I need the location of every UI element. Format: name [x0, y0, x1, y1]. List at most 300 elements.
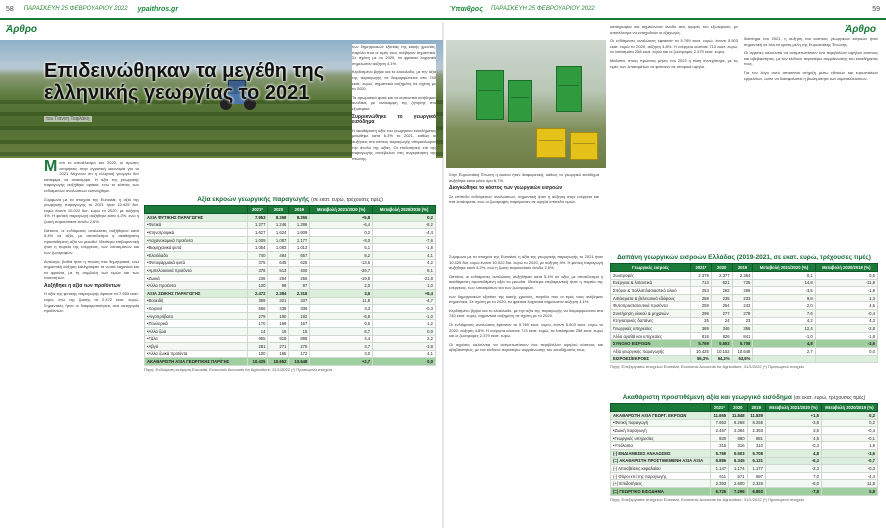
table-cell: 1,9 — [821, 442, 877, 450]
table-cell: 2.384 — [268, 289, 289, 297]
table-cell: 4,8 — [753, 340, 815, 348]
table-cell: 4,5 — [815, 302, 877, 310]
row-label: Λιπάσματα & βελτιωτικά εδάφους — [611, 294, 691, 302]
crates-photo — [446, 40, 606, 168]
table-cell: 1,2 — [373, 320, 436, 328]
table-header-cell: Γεωργικές εισροές — [611, 264, 691, 272]
table-cell: -4,4 — [821, 472, 877, 480]
row-label: •Φυτικά — [145, 221, 248, 229]
table-cell: -0,4 — [821, 427, 877, 435]
table-cell: 10.425 — [247, 358, 268, 366]
table-row — [145, 221, 436, 229]
table-row — [611, 272, 878, 280]
table-cell: 279 — [247, 312, 268, 320]
table-cell: 243 — [732, 302, 753, 310]
table-cell: 597 — [747, 472, 765, 480]
table-row — [611, 457, 878, 465]
paragraph: Σύμφωνα με τα στοιχεία της Eurostat, η αξία της γεωργικής παραγωγής το 2021 ήταν 10.425 δισ. ευρώ έναντι 10.022 δισ. ευρώ το 2020, με αύξηση 4%. Η φυτική παραγωγή αυξήθηκε κατά 4,2%, ενώ η ζωική παρουσίασε άνοδο 2,6%. — [449, 254, 603, 271]
table-cell: 1.013 — [289, 244, 310, 252]
table-cell: 3,3 — [310, 305, 373, 313]
table-cell: 235 — [711, 294, 732, 302]
table-cell: 8.255 — [747, 419, 765, 427]
table-cell: 4,8 — [765, 449, 821, 457]
table-cell: -1,0 — [373, 312, 436, 320]
table-row — [611, 472, 878, 480]
row-label: •Άλλα ζωικά προϊόντα — [145, 350, 248, 358]
table-header-cell: Μεταβολή 2021/2020 (%) — [765, 404, 821, 412]
table-row — [611, 355, 878, 363]
table-cell: 97 — [289, 282, 310, 290]
table-cell: 2.379 — [691, 272, 712, 280]
table-source: Πηγή: Επεξεργασία στοιχείων Eurostat, Economic Accounts for Agriculture, 31/1/2022 (*) Προσωρινά στοιχεία — [610, 496, 804, 502]
table-header-cell: Μεταβολή 2020/2019 (%) — [815, 264, 877, 272]
table-cell: 626 — [289, 259, 310, 267]
table-row — [611, 340, 878, 348]
table-header-cell: 2021* — [710, 404, 728, 412]
table-header-cell — [145, 206, 248, 214]
row-label: •Υπόλοιπα — [611, 442, 711, 450]
row-label: Φυτοπροστατευτικά προϊόντα — [611, 302, 691, 310]
table-cell: 10.648 — [732, 347, 753, 355]
table-row — [145, 320, 436, 328]
table-cell: 7.953 — [710, 419, 728, 427]
table-cell: 2,0 — [753, 302, 815, 310]
table-cell: 1.174 — [729, 465, 747, 473]
table-cell: 15 — [289, 327, 310, 335]
row-label: Ζωοτροφές — [611, 272, 691, 280]
table-cell: -0,3 — [373, 305, 436, 313]
table-cell: 2.318 — [289, 289, 310, 297]
table-cell: 8,1 — [373, 267, 436, 275]
table-cell: 571 — [729, 472, 747, 480]
table-cell: 5.708 — [732, 340, 753, 348]
row-label: Κτηνιατρικές δαπάνες — [611, 317, 691, 325]
table-cell: 10.152 — [711, 347, 732, 355]
table-cell: 2.393 — [710, 480, 728, 488]
table-cell: 54,2% — [711, 355, 732, 363]
subheading: Διογκώθηκε το κόστος των γεωργικών εισροών — [449, 185, 563, 192]
paragraph: Τα αρωματικά φυτά και τα κηπευτικά κινήθηκαν ανοδικά, με ανάκαμψη της ζήτησης στο εξωτερικό. — [352, 94, 436, 111]
table-row — [145, 274, 436, 282]
table-cell: 4,5 — [765, 434, 821, 442]
table-cell: 1.246 — [268, 221, 289, 229]
paragraph: Η ακαθάριστη αξία του γεωργικού εισοδήματος μειώθηκε κατά 6,3% το 2021, καθώς οι αυξήσεις στο κόστος παραγωγής υπερκάλυψαν την άνοδο της αξίας. Οι επιδοτήσεις επί της παραγωγής συνέβαλαν στη συγκράτηση της πτώσης. — [352, 127, 436, 161]
table-header-cell: 2019 — [289, 206, 310, 214]
table-cell: 713 — [691, 279, 712, 287]
table-cell: -11,8 — [815, 279, 877, 287]
table-cell: 1.054 — [247, 244, 268, 252]
table-cell: 1,0 — [373, 282, 436, 290]
table-row — [145, 350, 436, 358]
right-page-header — [443, 0, 886, 20]
paragraph: των δημητριακών εξαιτίας της κακής χρονιάς, παρόλο που οι τιμές τους ανέβηκαν σημαντικά. Σε σχέση με το 2020, τα φρέσκα λαχανικά σημείωσαν αύξηση 4,1%. — [352, 44, 436, 66]
table-cell: 253 — [691, 287, 712, 295]
subheading: Αυξήθηκε η αξία των προϊόντων — [44, 282, 121, 289]
row-label: •Φυτική παραγωγή — [611, 419, 711, 427]
table-row — [145, 343, 436, 351]
table-row — [145, 327, 436, 335]
table-cell: 4,1 — [373, 251, 436, 259]
table-cell: 10.648 — [289, 358, 310, 366]
table-cell: 165 — [268, 350, 289, 358]
table-header-cell: Μεταβολή 2020/2019 (%) — [821, 404, 877, 412]
row-label: (+) Επιδοτήσεις — [611, 480, 711, 488]
table-row — [145, 297, 436, 305]
row-label: •Ζωική παραγωγή — [611, 427, 711, 435]
table-cell: 1.087 — [268, 236, 289, 244]
table-cell: -0,7 — [821, 457, 877, 465]
left-page-number: 58 — [6, 5, 14, 13]
table-cell: -3,8 — [765, 419, 821, 427]
paragraph: Κερδισμένο βγήκε και το ελαιόλαδο, με την αξία της παραγωγής να διαμορφώνεται στα 740 εκατ. ευρώ, σημαντικά αυξημένη σε σχέση με το 2020. — [449, 307, 603, 319]
table-row — [611, 480, 878, 488]
table-row — [611, 465, 878, 473]
row-label: •Φυτοφαρμακά φυτά — [145, 259, 248, 267]
row-label: (=) ΑΚΑΘΑΡΙΣΤΗ ΠΡΟΣΤΙΘΕΜΕΝΗ ΑΞΙΑ ΑΞΙΑ — [611, 457, 711, 465]
table-cell: 0,2 — [310, 229, 373, 237]
row-label: •Αβγά — [145, 343, 248, 351]
table-cell: 336 — [289, 305, 310, 313]
table-title: Δαπάνη γεωργικών εισροών Ελλάδας (2019-2021, σε εκατ. ευρώ, τρέχουσες τιμές) — [617, 254, 871, 261]
table-cell: 513 — [268, 267, 289, 275]
table-row — [145, 229, 436, 237]
table-header-cell: 2021* — [247, 206, 268, 214]
table-row — [611, 302, 878, 310]
table-cell: 1.083 — [268, 244, 289, 252]
paragraph: Ανάλογα, βαθιά ήταν η πτώση στα δημητριακά, ενώ σημαντική αύξηση κατέγραψαν τα νωπά λαχανικά και τα φρούτα, με τη συμβολή των τιμών και των ποσοτήτων. — [44, 258, 139, 281]
table-cell: 169 — [268, 320, 289, 328]
table-row — [611, 332, 878, 340]
table-cell: 0,2 — [821, 419, 877, 427]
paragraph: Κερδισμένο βγήκε και το ελαιόλαδο, με την αξία της παραγωγής να διαμορφώνεται στα 740 εκατ. ευρώ, σημαντικά αυξημένη σε σχέση με το 2020. — [352, 69, 436, 92]
table-row — [611, 347, 878, 355]
table-row — [611, 309, 878, 317]
table-cell: -8,0 — [765, 480, 821, 488]
table-cell: -0,1 — [821, 434, 877, 442]
row-label: ΑΞΙΑ ΖΩΙΚΗΣ ΠΑΡΑΓΩΓΗΣ — [145, 289, 248, 297]
table-row — [145, 312, 436, 320]
table-cell: 826 — [711, 332, 732, 340]
table-cell: 8.255 — [289, 214, 310, 222]
table-row — [611, 427, 878, 435]
table-cell: 5.503 — [711, 340, 732, 348]
table-cell: 4,3 — [815, 317, 877, 325]
table-title: Αξία εκροών γεωργικής παραγωγής (σε εκατ. ευρώ, τρέχουσες τιμές) — [197, 196, 383, 203]
table-cell: 15 — [268, 327, 289, 335]
row-label: •Βοοειδή — [145, 297, 248, 305]
right-brand-logo: Ύπαιθρος — [449, 5, 483, 13]
table-row — [145, 244, 436, 252]
paragraph: Σε επίπεδο ενδιάμεσων αναλώσεων, σημαντική ήταν η αύξηση στην ενέργεια και στα λιπάσματα, ενώ οι ζωοτροφές παρέμειναν σε υψηλά επίπεδα τιμών. — [449, 193, 599, 205]
table-cell: 389 — [691, 325, 712, 333]
table-cell: 25 — [691, 317, 712, 325]
table-cell: 1.177 — [289, 236, 310, 244]
table-cell: -13,6 — [310, 259, 373, 267]
paragraph: Ωστόσο, οι ενδιάμεσες αναλώσεις αυξήθηκαν κατά 5,4% σε αξία, με αποτέλεσμα η ακαθάριστη προστιθέμενη αξία να μειωθεί. Ιδιαίτερα επιβαρυντική ήταν η πορεία της ενέργειας, των λιπασμάτων και των ζωοτροφών. — [44, 227, 139, 255]
paragraph: Σύμφωνα με τα στοιχεία της Eurostat, η αξία της γεωργικής παραγωγής το 2021 ήταν 10.425 δισ. ευρώ έναντι 10.022 δισ. ευρώ το 2020, με αύξηση 4%. Η φυτική παραγωγή αυξήθηκε κατά 4,2%, ενώ η ζωική παρουσίασε άνοδο 2,6%. — [44, 196, 139, 224]
row-label: •Κτηνοτροφικά — [145, 229, 248, 237]
table-cell: 8.268 — [268, 214, 289, 222]
table-row — [145, 335, 436, 343]
table-input-costs — [610, 254, 878, 369]
table-cell: -3,5 — [753, 287, 815, 295]
left-page-date: ΠΑΡΑΣΚΕΥΗ 25 ΦΕΒΡΟΥΑΡΙΟΥ 2022 — [23, 6, 128, 12]
table-row — [145, 236, 436, 244]
table-cell: 7.296 — [729, 487, 747, 495]
paragraph: ετά το αποτέλεσμα του 2020, οι πρώτες εκτιμήσεις στην αγροτική οικονομία για το 2021 δείχνουν ότι η ελληνική γεωργία δεν κατάφερε να ανακάμψει. Η αξία της γεωργικής παραγωγής αυξήθηκε οριακά, ενώ το κόστος των ενδιάμεσων αναλώσεων εκτινάχθηκε. — [44, 160, 139, 193]
table-cell: +2,7 — [310, 358, 373, 366]
table-source: Πηγή: Ενδιάμεση εκτίμηση Eurostat, Economic Accounts for Agriculture, 31/1/2022 (*) Προσωρινά στοιχεία — [144, 366, 333, 372]
drop-cap: Μ — [44, 160, 58, 175]
table-cell: -6,8 — [310, 312, 373, 320]
paragraph: διάστημα του 2021, η αύξηση του κόστους γεωργικών εισροών ήταν σημαντική σε όλα τα κράτη μέλη της Ευρωπαϊκής Ένωσης. — [744, 36, 878, 47]
table-cell: -1,9 — [815, 287, 877, 295]
row-label: ΑΚΑΘΑΡΙΣΤΗ ΑΞΙΑ ΓΕΩΡΓΙΚΗΣ ΠΑΡ/ΓΗΣ — [145, 358, 248, 366]
table-title: Ακαθάριστη προστιθέμενη αξία και γεωργικό εισόδημα (σε εκατ. ευρώ, τρέχουσες τιμές) — [622, 394, 866, 401]
table-cell: -6,3 — [765, 457, 821, 465]
table-row — [145, 251, 436, 259]
paragraph: Ωστόσο, οι ενδιάμεσες αναλώσεις αυξήθηκαν κατά 5,4% σε αξία, με αποτέλεσμα η ακαθάριστη προστιθέμενη αξία να μειωθεί. Ιδιαίτερα επιβαρυντική ήταν η πορεία της ενέργειας, των λιπασμάτων και των ζωοτροφών. — [449, 273, 603, 290]
table-cell: 3,0 — [310, 350, 373, 358]
table-cell: 254 — [711, 302, 732, 310]
table-row — [611, 434, 878, 442]
table-cell: 23 — [732, 317, 753, 325]
table-cell: 2.377 — [711, 272, 732, 280]
row-label: (-) Φόροι επί της παραγωγής — [611, 472, 711, 480]
table-cell — [753, 355, 815, 363]
table-cell: 53,6% — [732, 355, 753, 363]
table-cell: -0,4 — [815, 309, 877, 317]
table-cell: -4,7 — [373, 297, 436, 305]
table-cell: 2.326 — [747, 480, 765, 488]
table-cell: 881 — [747, 434, 765, 442]
table-row — [611, 449, 878, 457]
table-cell: 277 — [711, 309, 732, 317]
table-cell: 356 — [732, 325, 753, 333]
table-source: Πηγή: Επεξεργασία στοιχείων Eurostat, Economic Accounts for Agriculture, 31/1/2022 (*) Προσωρινά στοιχεία — [610, 364, 804, 370]
table-cell: -3,6 — [815, 340, 877, 348]
paragraph: Για τον λόγο αυτό απαιτείται στήριξη μέσω εθνικών και ευρωπαϊκών εργαλείων, ώστε να διασφαλιστεί η βιωσιμότητα των εκμεταλλεύσεων. — [744, 69, 878, 81]
article-column-4 — [610, 24, 738, 250]
table-cell: 170 — [247, 320, 268, 328]
table-cell: 321 — [268, 297, 289, 305]
table-cell: 2.393 — [747, 427, 765, 435]
table-cell: 621 — [711, 279, 732, 287]
table-cell: 315 — [710, 442, 728, 450]
table-gross-value-added-income — [610, 394, 878, 502]
table-cell: 100 — [247, 350, 268, 358]
table-cell: 55,3% — [691, 355, 712, 363]
paragraph: Οι ενδιάμεσες αναλώσεις έφτασαν τα 5.769 εκατ. ευρώ, έναντι 5.503 εκατ. ευρώ το 2020, αύξηση 4,8%. Η ενέργεια κόστισε 713 εκατ. ευρώ, τα λιπάσματα 258 εκατ. ευρώ και οι ζωοτροφές 2.379 εκατ. ευρώ. — [610, 38, 738, 55]
table-cell: 259 — [691, 302, 712, 310]
table-cell: 955 — [247, 335, 268, 343]
table-row — [611, 287, 878, 295]
table-cell: 5.503 — [729, 449, 747, 457]
table-cell: -1,8 — [815, 332, 877, 340]
table-cell: 0,0 — [815, 347, 877, 355]
table-cell: 192 — [289, 312, 310, 320]
row-label: •Λαχανοκομικά προϊόντα — [145, 236, 248, 244]
table-cell: 1.609 — [289, 229, 310, 237]
table-cell: 11,8 — [310, 297, 373, 305]
left-section-label: Άρθρο — [6, 24, 38, 35]
table-cell: 400 — [289, 267, 310, 275]
table-cell: -26,7 — [310, 267, 373, 275]
table-cell: 5.769 — [691, 340, 712, 348]
table-row — [611, 442, 878, 450]
table-cell: 740 — [247, 251, 268, 259]
table-cell: 5.769 — [710, 449, 728, 457]
table-header-cell: 2020 — [729, 404, 747, 412]
table-cell: 4,1 — [373, 350, 436, 358]
table-cell: 1.624 — [268, 229, 289, 237]
left-brand-logo: ypaithros.gr — [137, 5, 179, 13]
table-cell: 278 — [732, 309, 753, 317]
row-label: ΑΚΑΘΑΡΙΣΤΗ ΑΞΙΑ ΓΕΩΡΓ. ΕΚΡΟΩΝ — [611, 412, 711, 420]
paragraph: κατάγραψαν και σημειώνουν άνοδο στις αγορές του εξωτερικού, με αποτέλεσμα να ενισχυθούν οι εξαγωγές. — [610, 24, 738, 35]
table-cell: 725 — [732, 279, 753, 287]
table-cell: 2,0 — [310, 282, 373, 290]
table-cell: 337 — [289, 297, 310, 305]
table-cell: 6.345 — [729, 457, 747, 465]
row-label: •Αιγοπρόβατα — [145, 312, 248, 320]
table-cell: 258 — [691, 294, 712, 302]
row-label: •Πουλερικά — [145, 320, 248, 328]
right-page-date: ΠΑΡΑΣΚΕΥΗ 25 ΦΕΒΡΟΥΑΡΙΟΥ 2022 — [490, 6, 595, 12]
table-cell: -2,3 — [765, 465, 821, 473]
table-cell: -0,3 — [765, 442, 821, 450]
table-row — [611, 294, 878, 302]
table-cell: 2.364 — [732, 272, 753, 280]
table-cell: +8,4 — [373, 289, 436, 297]
table-cell: -1,0 — [753, 332, 815, 340]
table-header-cell: Μεταβολή 2020/2019 (%) — [373, 206, 436, 214]
row-label: ΕΙΣΡΟΕΣ/ΕΚΡΟΕΣ — [611, 355, 691, 363]
table-cell: -3,6 — [821, 449, 877, 457]
table-cell: 262 — [711, 287, 732, 295]
paragraph: Στην Ευρωπαϊκή Ένωση η εικόνα ήταν διαφορετική, καθώς το γεωργικό εισόδημα αυξήθηκε κατά μέσο όρο 8,7%. — [449, 172, 599, 183]
paragraph: Η αξία της φυτικής παραγωγής έφτασε τα 7.953 εκατ. ευρώ, ενώ της ζωικής τα 2.472 εκατ. ευρώ. Σημαντικές ήταν οι διαφοροποιήσεις ανά κατηγορία προϊόντων. — [44, 291, 139, 314]
table-cell: 1.177 — [747, 465, 765, 473]
table-cell: 4,2 — [753, 317, 815, 325]
table-cell: 3,6 — [310, 289, 373, 297]
table-row — [145, 289, 436, 297]
table-cell: 3,7 — [310, 343, 373, 351]
left-page-header — [0, 0, 443, 20]
table-cell: -2,8 — [815, 325, 877, 333]
row-label: ΣΥΝΟΛΟ ΕΙΣΡΟΩΝ — [611, 340, 691, 348]
table-cell: -0,3 — [821, 465, 877, 473]
table-row — [145, 259, 436, 267]
table-row — [611, 412, 878, 420]
table-cell: -19,8 — [310, 274, 373, 282]
table-cell: 233 — [732, 294, 753, 302]
row-label: Γεωργικές υπηρεσίες — [611, 325, 691, 333]
table-cell: 376 — [247, 267, 268, 275]
table-cell: 316 — [729, 442, 747, 450]
table-row — [145, 282, 436, 290]
row-label: •Γάλα — [145, 335, 248, 343]
table-cell: 359 — [247, 297, 268, 305]
row-label: (=) ΓΕΩΡΓΙΚΟ ΕΙΣΟΔΗΜΑ — [611, 487, 711, 495]
table-cell: 167 — [289, 320, 310, 328]
data-table — [610, 263, 878, 363]
table-cell: 276 — [289, 343, 310, 351]
data-table — [144, 205, 436, 366]
table-header-cell: Μεταβολή 2021/2020 (%) — [753, 264, 815, 272]
table-cell — [815, 355, 877, 363]
right-page-number: 59 — [872, 5, 880, 13]
table-cell: 7,0 — [765, 472, 821, 480]
data-table — [610, 403, 878, 496]
table-cell: 335 — [268, 305, 289, 313]
table-cell: 11.655 — [710, 412, 728, 420]
table-cell: 8,2 — [310, 251, 373, 259]
table-cell: 1.277 — [247, 221, 268, 229]
row-label: •Αμπελοοινικά προϊόντα — [145, 267, 248, 275]
table-row — [145, 305, 436, 313]
table-cell: 841 — [732, 332, 753, 340]
paragraph: Οι ενδιάμεσες αναλώσεις έφτασαν τα 5.769 εκατ. ευρώ, έναντι 5.503 εκατ. ευρώ το 2020, αύξηση 4,8%. Η ενέργεια κόστισε 713 εκατ. ευρώ, τα λιπάσματα 258 εκατ. ευρώ και οι ζωοτροφές 2.379 εκατ. ευρώ. — [449, 321, 603, 339]
row-label: •Ελαιόλαδο — [145, 251, 248, 259]
table-cell: 880 — [729, 434, 747, 442]
article-column-1 — [44, 160, 139, 525]
article-column-6 — [449, 254, 603, 524]
table-cell: 256 — [289, 274, 310, 282]
table-cell: 11.839 — [747, 412, 765, 420]
row-label: Συντήρηση υλικού & μηχανών — [611, 309, 691, 317]
table-cell: 172 — [289, 350, 310, 358]
table-row — [611, 419, 878, 427]
table-row — [145, 214, 436, 222]
table-cell: 4,4 — [310, 335, 373, 343]
table-cell: 0,6 — [310, 320, 373, 328]
table-cell: 0,0 — [373, 327, 436, 335]
table-cell: 645 — [268, 259, 289, 267]
row-label: Ενέργεια & λιπαντικά — [611, 279, 691, 287]
table-cell: 0,2 — [821, 412, 877, 420]
row-label: Αξία γεωργικής παραγωγής — [611, 347, 691, 355]
table-cell: 0,2 — [373, 214, 436, 222]
row-label: •Χοιρινό — [145, 305, 248, 313]
table-cell: 98 — [268, 282, 289, 290]
table-header-cell: 2021* — [691, 264, 712, 272]
table-cell: 271 — [268, 343, 289, 351]
table-cell: 24 — [711, 317, 732, 325]
article-byline: του Γιάννη Ταφλάκη — [46, 116, 90, 122]
paragraph: Οι αγρότες καλούνται να αντιμετωπίσουν ένα περιβάλλον υψηλού κόστους και αβεβαιότητας, με τον κίνδυνο περαιτέρω συρρίκνωσης του εισοδήματός τους. — [449, 341, 603, 353]
table-cell: 484 — [268, 251, 289, 259]
table-cell: 269 — [732, 287, 753, 295]
table-cell: 190 — [268, 312, 289, 320]
article-headline: Επιδεινώθηκαν τα μεγέθη της ελληνικής γεωργίας το 2021 — [44, 60, 325, 104]
table-agricultural-output-value — [144, 196, 436, 372]
table-cell: 1.009 — [247, 236, 268, 244]
table-row — [145, 358, 436, 366]
table-cell: 657 — [289, 251, 310, 259]
table-cell: 1,3 — [815, 294, 877, 302]
table-cell: 2.472 — [247, 289, 268, 297]
row-label: Σπόροι & πολλαπλασιαστικό υλικό — [611, 287, 691, 295]
table-cell: 6.726 — [710, 487, 728, 495]
table-cell: 12,4 — [753, 325, 815, 333]
subheading: Συρρικνώθηκε το γεωργικό εισόδημα — [352, 113, 436, 126]
table-cell: 1.147 — [710, 465, 728, 473]
table-row — [611, 317, 878, 325]
table-cell: -1,8 — [373, 343, 436, 351]
right-section-label: Άρθρο — [844, 24, 876, 35]
table-row — [611, 279, 878, 287]
